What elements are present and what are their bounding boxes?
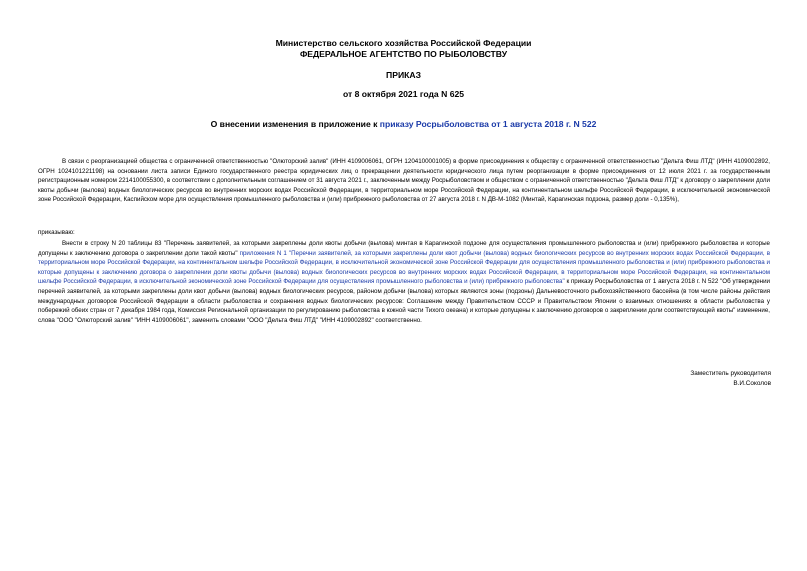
signature-block (690, 369, 771, 389)
signatory-position: Заместитель руководителя (690, 370, 771, 377)
document-type: ПРИКАЗ (386, 70, 421, 80)
order-paragraph-text-2: к приказу Росрыболовства от 1 августа 2018 г. N 522 "Об утверждении перечней заявителей, за которыми закреплены доли квот добычи (вылова) водных биологических ресурсов, районом добычи (вылова) которых являются зоны (подзоны) Дальневосточного рыбохозяйственного бассейна (в том числе районы действия международных договоров Российской Федерации в области рыболовства и сохранения водных биологических ресурсов: Соглашение между Правительством СССР и Правительством Японии о взаимных отношениях в области рыболовства у побережий обеих стран от 7 декабря 1984 года, Комиссия Региональной организации по регулированию рыболовства в южной части Тихого океана) и которые допущены к заключению договоров о закреплении доли соответствующей квоты" изменение, слова "ООО "Олюторский залив" "ИНН 4109006061", заменить словами "ООО "Дельта Фиш ЛТД" "ИНН 4109002892" соответственно. (38, 278, 770, 324)
title-text: О внесении изменения в приложение к (210, 119, 380, 129)
document-date-number: от 8 октября 2021 года N 625 (342, 89, 465, 99)
document-title (0, 119, 807, 130)
ministry-name: Министерство сельского хозяйства Российской Федерации (275, 38, 532, 48)
order-paragraph (38, 239, 770, 325)
agency-name: ФЕДЕРАЛЬНОЕ АГЕНТСТВО ПО РЫБОЛОВСТВУ (299, 49, 508, 59)
preamble-paragraph: В связи с реорганизацией общества с ограниченной ответственностью "Олюторский залив" (ИНН 4109006061, ОГРН 1204100001005) в форме присоединения к обществу с ограниченной ответственностью "Дельта Фиш ЛТД" (ИНН 4109002892, ОГРН 1024101221198) на основании листа записи Единого государственного реестра юридических лиц о прекращении деятельности юридического лица путем реорганизации в форме присоединения от 12 июля 2021 г. за государственным регистрационным номером 2214100055300, в соответствии с дополнительным соглашением от 31 августа 2021 г., заключенным между Росрыболовством и обществом с ограниченной ответственностью "Дельта Фиш ЛТД" к договору о закреплении доли квоты добычи (вылова) водных биологических ресурсов во внутренних морских водах Российской Федерации, в территориальном море Российской Федерации, на континентальном шельфе Российской Федерации, в исключительной экономической зоне Российской Федерации, Каспийском море для осуществления промышленного рыболовства и (или) прибрежного рыболовства от 27 августа 2018 г. N ДВ-М-1082 (Минтай, Карагинская подзона, размер доли - 0,135%), (38, 158, 770, 204)
order-paragraph-text-1: Внести в строку N 20 таблицы 83 "Перечень заявителей, за которыми закреплены доли квоты добычи (вылова) минтая в Карагинской подзоне для осуществления промышленного рыболовства и (или) прибрежного рыболовства и которые допущены к заключению договора о закреплении доли такой квоты" (38, 240, 770, 257)
title-order-link[interactable]: приказу Росрыболовства от 1 августа 2018 г. N 522 (379, 119, 597, 129)
signatory-name: В.И.Соколов (733, 380, 771, 387)
appendix-link[interactable]: приложения N 1 "Перечни заявителей, за которыми закреплены доли квот добычи (вылова) водных биологических ресурсов во внутренних морских водах Российской Федерации, в территориальном море Российской Федерации, на континентальном шельфе Российской Федерации, в исключительной экономической зоне Российской Федерации для осуществления промышленного рыболовства и (или) прибрежного рыболовства и которые допущены к заключению договора о закреплении доли квоты добычи (вылова) водных биологических ресурсов во внутренних морских водах Российской Федерации, в территориальном море Российской Федерации, на континентальном шельфе Российской Федерации, в исключительной экономической зоне Российской Федерации для осуществления промышленного рыболовства и (или) прибрежного рыболовства" (38, 249, 770, 286)
order-word: приказываю: (38, 229, 75, 236)
